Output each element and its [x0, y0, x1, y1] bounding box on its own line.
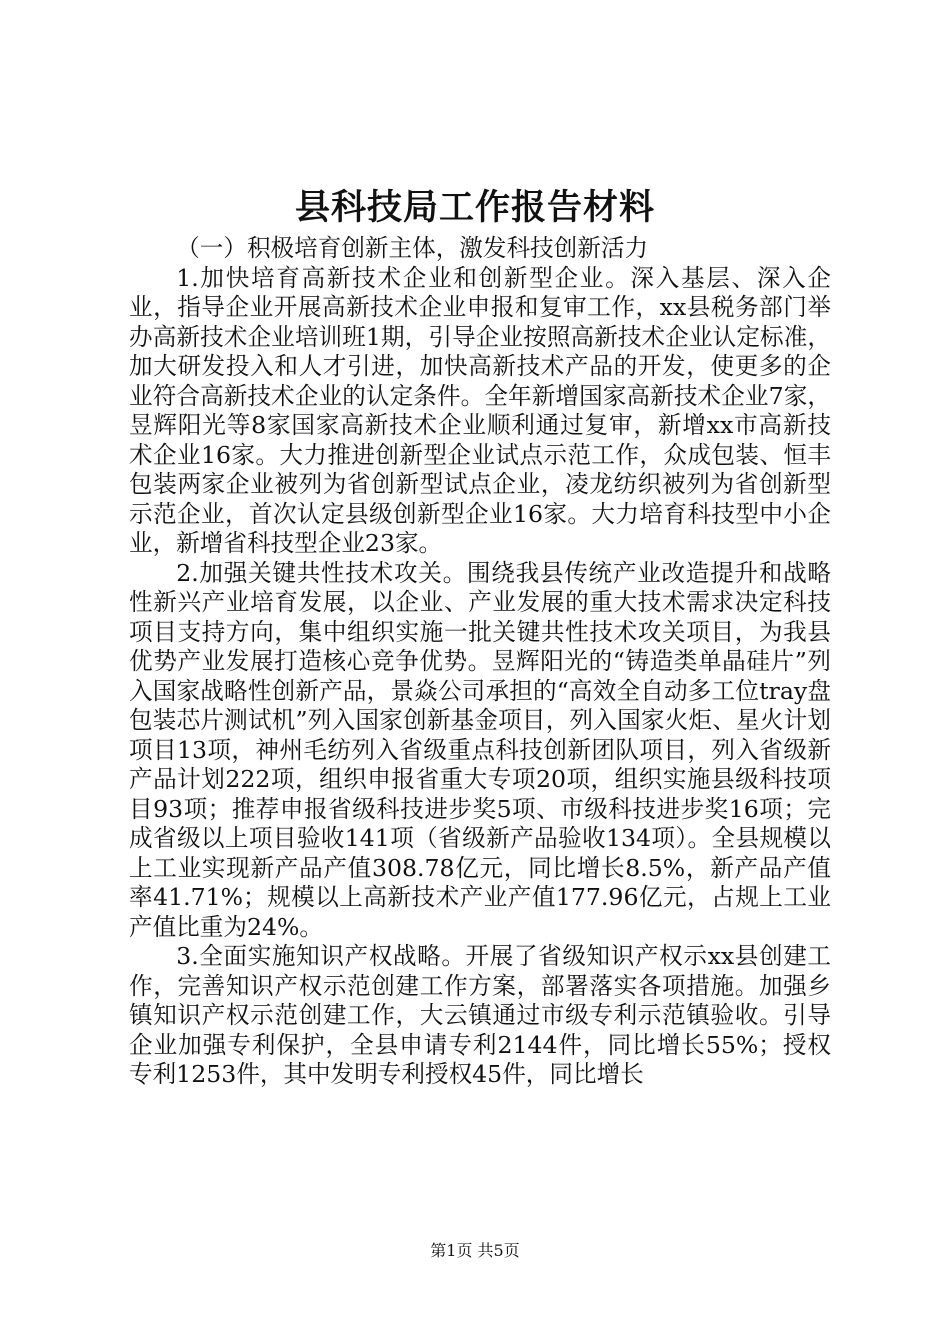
page-footer: 第1页 共5页 — [430, 1241, 520, 1260]
document-title: 县科技局工作报告材料 — [294, 187, 655, 228]
paragraph-3: 3.全面实施知识产权战略。开展了省级知识产权示xx县创建工作，完善知识产权示范创建工作方案，部署落实各项措施。加强乡镇知识产权示范创建工作，大云镇通过市级专利示范镇验收。引导企业加强专利保护，全县申请专利2144件，同比增长55%；授权专利1253件，其中发明专利授权45件，同比增长 — [129, 942, 831, 1088]
document-body — [129, 234, 831, 1090]
paragraph-1: 1.加快培育高新技术企业和创新型企业。深入基层、深入企业，指导企业开展高新技术企业申报和复审工作，xx县税务部门举办高新技术企业培训班1期，引导企业按照高新技术企业认定标准，加大研发投入和人才引进，加快高新技术产品的开发，使更多的企业符合高新技术企业的认定条件。全年新增国家高新技术企业7家，昱辉阳光等8家国家高新技术企业顺利通过复审，新增xx市高新技术企业16家。大力推进创新型企业试点示范工作，众成包装、恒丰包装两家企业被列为省创新型试点企业，凌龙纺织被列为省创新型示范企业，首次认定县级创新型企业16家。大力培育科技型中小企业，新增省科技型企业23家。 — [129, 263, 831, 557]
section-heading: （一）积极培育创新主体，激发科技创新活力 — [176, 234, 649, 262]
paragraph-2: 2.加强关键共性技术攻关。围绕我县传统产业改造提升和战略性新兴产业培育发展，以企业、产业发展的重大技术需求决定科技项目支持方向，集中组织实施一批关键共性技术攻关项目，为我县优势产业发展打造核心竞争优势。昱辉阳光的“铸造类单晶硅片”列入国家战略性创新产品，景焱公司承担的“高效全自动多工位tray盘包装芯片测试机”列入国家创新基金项目，列入国家火炬、星火计划项目13项，神州毛纺列入省级重点科技创新团队项目，列入省级新产品计划222项，组织申报省重大专项20项，组织实施县级科技项目93项；推荐申报省级科技进步奖5项、市级科技进步奖16项；完成省级以上项目验收141项（省级新产品验收134项）。全县规模以上工业实现新产品产值308.78亿元，同比增长8.5%，新产品产值率41.71%；规模以上高新技术产业产值177.96亿元，占规上工业产值比重为24%。 — [129, 558, 831, 941]
